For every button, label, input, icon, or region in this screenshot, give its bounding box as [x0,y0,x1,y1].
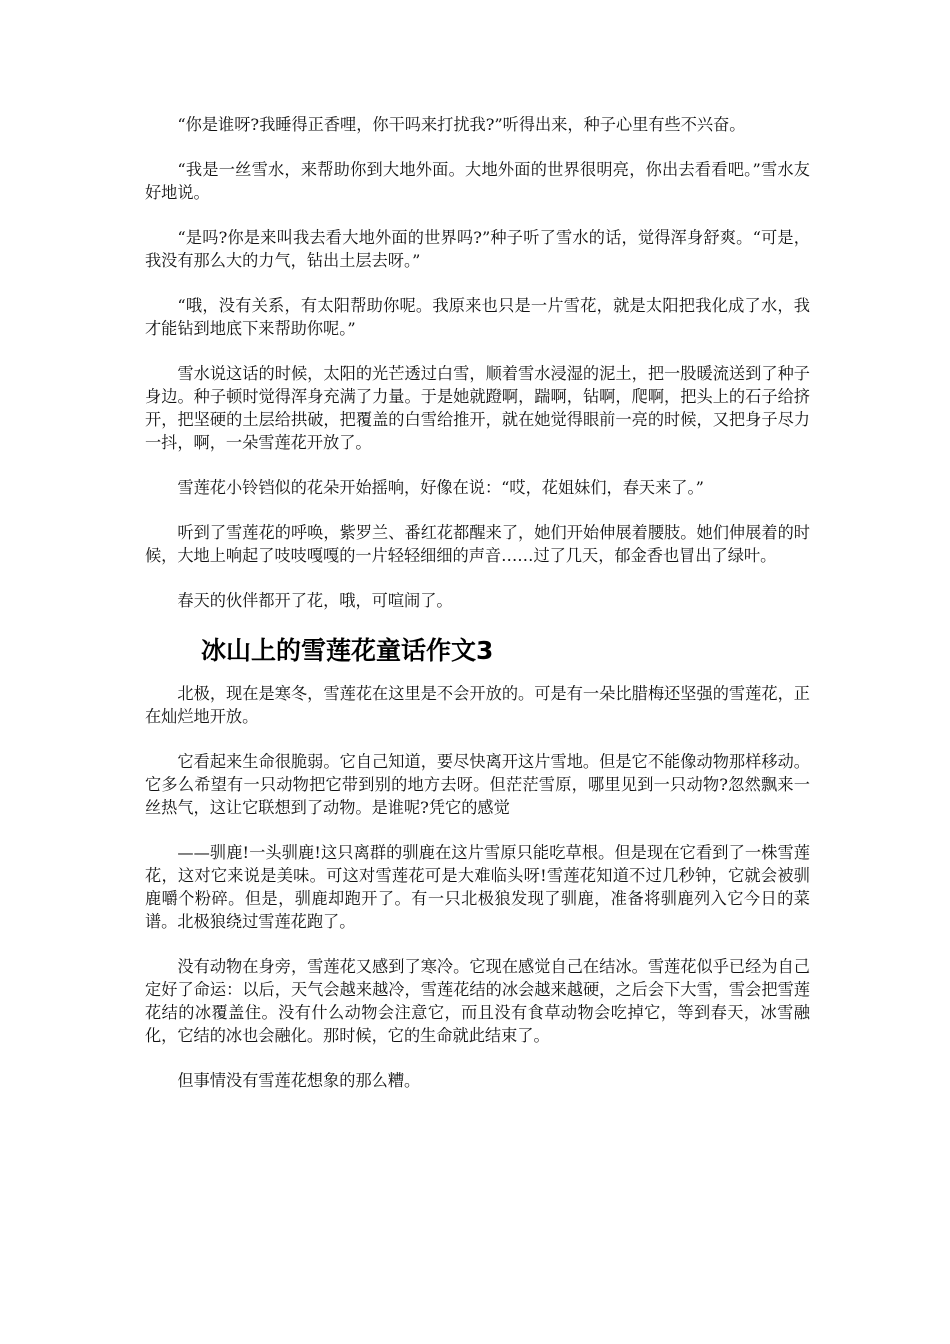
paragraph: 但事情没有雪莲花想象的那么糟。 [177,1071,421,1090]
paragraph: “哦，没有关系，有太阳帮助你呢。我原来也只是一片雪花，就是太阳把我化成了水，我才能钻到地底下来帮助你呢。” [145,296,810,338]
paragraph: 它看起来生命很脆弱。它自己知道，要尽快离开这片雪地。但是它不能像动物那样移动。它多么希望有一只动物把它带到别的地方去呀。但茫茫雪原，哪里见到一只动物?忽然飘来一丝热气，这让它联想到了动物。是谁呢?凭它的感觉 [145,752,810,817]
section-heading: 冰山上的雪莲花童话作文3 [201,636,494,665]
paragraph: 没有动物在身旁，雪莲花又感到了寒冷。它现在感觉自己在结冰。雪莲花似乎已经为自己定好了命运：以后，天气会越来越冷，雪莲花结的冰会越来越硬，之后会下大雪，雪会把雪莲花结的冰覆盖住。没有什么动物会注意它，而且没有食草动物会吃掉它，等到春天，冰雪融化，它结的冰也会融化。那时候，它的生命就此结束了。 [145,957,810,1045]
paragraph: ——驯鹿!一头驯鹿!这只离群的驯鹿在这片雪原只能吃草根。但是现在它看到了一株雪莲花，这对它来说是美味。可这对雪莲花可是大难临头呀!雪莲花知道不过几秒钟，它就会被驯鹿嚼个粉碎。但是，驯鹿却跑开了。有一只北极狼发现了驯鹿，准备将驯鹿列入它今日的菜谱。北极狼绕过雪莲花跑了。 [145,843,810,931]
paragraph: 听到了雪莲花的呼唤，紫罗兰、番红花都醒来了，她们开始伸展着腰肢。她们伸展着的时候，大地上响起了吱吱嘎嘎的一片轻轻细细的声音……过了几天，郁金香也冒出了绿叶。 [145,523,810,565]
paragraph: 雪水说这话的时候，太阳的光芒透过白雪，顺着雪水浸湿的泥土，把一股暖流送到了种子身边。种子顿时觉得浑身充满了力量。于是她就蹬啊，踹啊，钻啊，爬啊，把头上的石子给挤开，把坚硬的土层给拱破，把覆盖的白雪给推开，就在她觉得眼前一亮的时候，又把身子尽力一抖，啊，一朵雪莲花开放了。 [145,364,810,452]
paragraph: 春天的伙伴都开了花，哦，可喧闹了。 [177,591,453,610]
paragraph: “是吗?你是来叫我去看大地外面的世界吗?”种子听了雪水的话，觉得浑身舒爽。“可是，我没有那么大的力气，钻出土层去呀。” [145,228,810,270]
paragraph: 北极，现在是寒冬，雪莲花在这里是不会开放的。可是有一朵比腊梅还坚强的雪莲花，正在灿烂地开放。 [145,684,810,726]
paragraph: 雪莲花小铃铛似的花朵开始摇响，好像在说：“哎，花姐妹们，春天来了。” [177,478,704,497]
paragraph: “我是一丝雪水，来帮助你到大地外面。大地外面的世界很明亮，你出去看看吧。”雪水友好地说。 [145,160,810,202]
paragraph: “你是谁呀?我睡得正香哩，你干吗来打扰我?”听得出来，种子心里有些不兴奋。 [177,115,746,134]
document-page [145,113,810,1114]
